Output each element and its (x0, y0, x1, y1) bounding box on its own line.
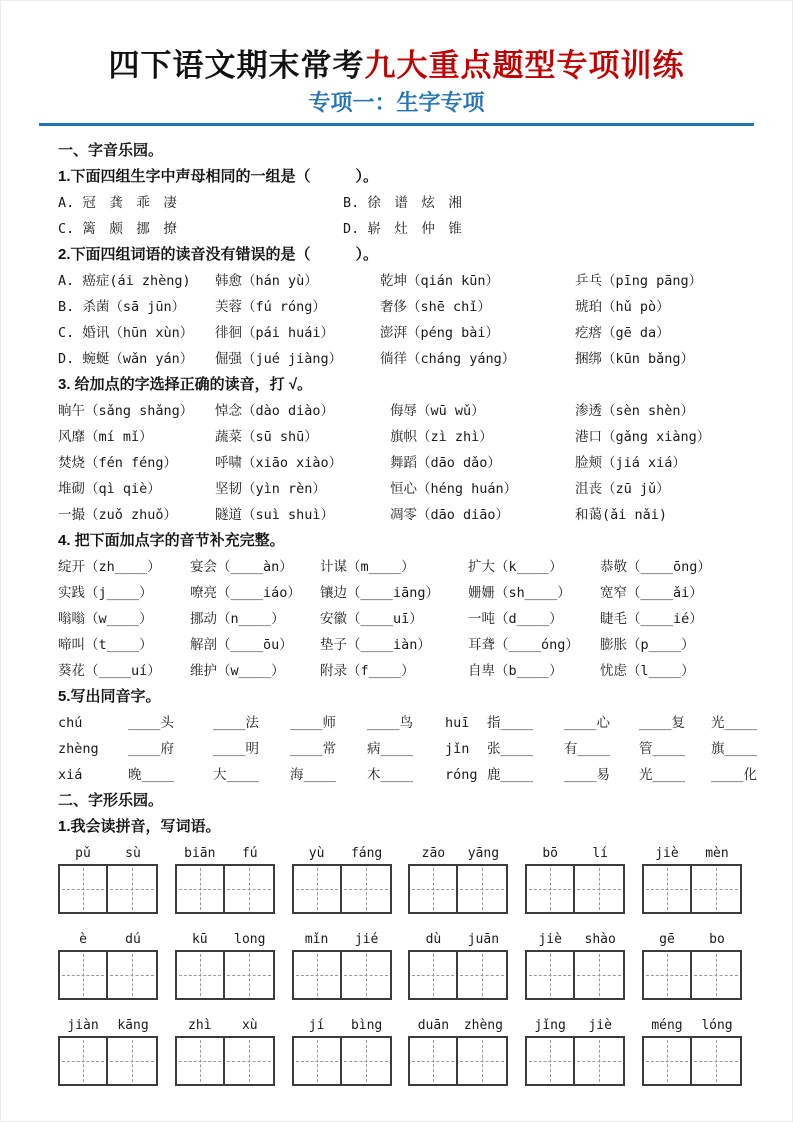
writing-cells (642, 1036, 742, 1086)
pinyin-syllable: méng (651, 1018, 683, 1033)
pinyin-syllable: duān (417, 1018, 450, 1033)
pinyin-word-box (642, 1016, 742, 1086)
q1-option-d: D. 崭 灶 仲 锥 (343, 221, 462, 237)
pinyin-word-box (642, 930, 742, 1000)
pinyin-syllable: juān (467, 932, 500, 947)
q4-item: 膨胀（p____） (600, 637, 695, 653)
writing-cells (175, 950, 275, 1000)
writing-cell (175, 1036, 225, 1086)
pinyin-word-box (292, 844, 392, 914)
page-title (31, 47, 762, 85)
q5-row (58, 762, 758, 788)
pinyin-pair (525, 930, 625, 950)
q3-item: 隧道（suì shuì） (215, 507, 335, 523)
q5-item: ____师 (290, 715, 337, 731)
writing-cell (458, 864, 508, 914)
q5-item: ____法 (213, 715, 260, 731)
q4-item: 计谋（m____） (320, 559, 415, 575)
q3-row (58, 424, 742, 450)
pinyin-pair (292, 844, 392, 864)
q5-item: 病____ (367, 741, 414, 757)
writing-cells (292, 864, 392, 914)
s2-q1-prompt: 1.我会读拼音，写词语。 (58, 818, 221, 835)
q3-item: 坚韧（yìn rèn） (215, 481, 326, 497)
pinyin-pair (408, 1016, 508, 1036)
q5-item: ____头 (128, 715, 175, 731)
q5-item: 旗____ (711, 741, 758, 757)
writing-cell (292, 950, 342, 1000)
writing-cells (525, 950, 625, 1000)
q3-item: 一撮（zuǒ zhuǒ） (58, 507, 178, 523)
pinyin-syllable: biān (184, 846, 216, 861)
pinyin-syllable: bō (542, 846, 559, 861)
writing-cell (175, 950, 225, 1000)
q3-row (58, 398, 742, 424)
pinyin-pair (292, 1016, 392, 1036)
pinyin-syllable: yāng (467, 846, 500, 861)
writing-row (58, 844, 742, 914)
writing-row (58, 930, 742, 1000)
pinyin-syllable: jiè (655, 846, 679, 861)
page-title-black: 四下语文期末常考 (108, 48, 365, 83)
pinyin-word-box (58, 844, 158, 914)
q4-item: 镶边（____iāng） (320, 585, 440, 601)
pinyin-syllable: xù (241, 1018, 258, 1033)
pinyin-pair (642, 1016, 742, 1036)
pinyin-syllable: dù (425, 932, 442, 947)
q2-row-a (58, 268, 742, 294)
q3-item: 舞蹈（dāo dǎo） (390, 455, 501, 471)
q3-row (58, 476, 742, 502)
pinyin-syllable: jǐng (534, 1018, 566, 1033)
q3-item: 晌午（sǎng shǎng） (58, 403, 194, 419)
q4-item: 耳聋（____óng） (468, 637, 579, 653)
pinyin-syllable: sù (125, 846, 141, 861)
q3-item: 焚烧（fén féng） (58, 455, 178, 471)
q3-row (58, 450, 742, 476)
q2-item: 徜徉（cháng yáng） (380, 351, 516, 367)
q2-item: C. 婚讯（hūn xùn） (58, 325, 194, 341)
writing-cell (108, 950, 158, 1000)
pinyin-word-box (292, 930, 392, 1000)
q3-item: 沮丧（zū jǔ） (575, 481, 670, 497)
pinyin-pair (58, 1016, 158, 1036)
writing-cell (58, 864, 108, 914)
writing-cells (525, 1036, 625, 1086)
pinyin-syllable: fú (241, 846, 258, 861)
q4-item: 绽开（zh____） (58, 559, 161, 575)
q1-option-c: C. 篱 颇 挪 撩 (58, 221, 177, 237)
q4-item: 自卑（b____） (468, 663, 563, 679)
pinyin-word-box (292, 1016, 392, 1086)
q3-item: 渗透（sèn shèn） (575, 403, 695, 419)
pinyin-label: jǐn (445, 741, 470, 757)
pinyin-word-box (175, 1016, 275, 1086)
pinyin-word-box (175, 930, 275, 1000)
q5-item: ____复 (639, 715, 686, 731)
q2-item: 倔强（jué jiàng） (215, 351, 343, 367)
q2-row-b (58, 294, 742, 320)
q4-row (58, 580, 742, 606)
pinyin-writing-section (58, 844, 742, 1086)
pinyin-word-box (525, 1016, 625, 1086)
q4-item: 扩大（k____） (468, 559, 563, 575)
q2-row-c (58, 320, 742, 346)
q4-item: 解剖（____ōu） (190, 637, 293, 653)
q1-prompt: 1.下面四组生字中声母相同的一组是（ ）。 (58, 168, 379, 185)
q2-item: 疙瘩（gē da） (575, 325, 670, 341)
writing-cells (58, 950, 158, 1000)
q3-item: 蔬菜（sū shū） (215, 429, 318, 445)
q5-item: 指____ (487, 715, 534, 731)
pinyin-word-box (408, 930, 508, 1000)
q4-item: 安徽（____uī） (320, 611, 423, 627)
pinyin-label: róng (445, 767, 478, 783)
q5-row (58, 736, 758, 762)
q4-item: 嗡嗡（w____） (58, 611, 153, 627)
writing-cells (58, 1036, 158, 1086)
writing-cells (642, 950, 742, 1000)
q4-row (58, 606, 742, 632)
writing-cells (642, 864, 742, 914)
q2-item: 澎湃（péng bài） (380, 325, 500, 341)
pinyin-label: zhèng (58, 741, 99, 757)
q5-item: ____易 (564, 767, 611, 783)
q5-item: 光____ (639, 767, 686, 783)
q4-item: 挪动（n____） (190, 611, 285, 627)
pinyin-pair (58, 844, 158, 864)
q5-row (58, 710, 758, 736)
writing-cell (575, 1036, 625, 1086)
q3-prompt: 3. 给加点的字选择正确的读音，打 √。 (58, 376, 313, 393)
pinyin-syllable: jiè (538, 932, 562, 947)
pinyin-syllable: yù (308, 846, 325, 861)
pinyin-syllable: lóng (701, 1018, 733, 1033)
writing-cell (408, 1036, 458, 1086)
writing-cell (225, 950, 275, 1000)
q4-item: 宴会（____àn） (190, 559, 293, 575)
pinyin-syllable: lí (592, 846, 609, 861)
writing-cell (225, 864, 275, 914)
writing-cell (342, 950, 392, 1000)
writing-cell (692, 950, 742, 1000)
writing-cell (525, 864, 575, 914)
q2-item: 琥珀（hǔ pò） (575, 299, 670, 315)
writing-cell (525, 950, 575, 1000)
writing-cell (642, 864, 692, 914)
writing-cells (525, 864, 625, 914)
pinyin-syllable: jiè (588, 1018, 612, 1033)
writing-cell (175, 864, 225, 914)
q3-item: 悼念（dào diào） (215, 403, 335, 419)
pinyin-pair (408, 930, 508, 950)
pinyin-syllable: jí (308, 1018, 325, 1033)
pinyin-pair (175, 1016, 275, 1036)
pinyin-word-box (525, 930, 625, 1000)
q3-item: 侮辱（wū wǔ） (390, 403, 485, 419)
q4-row (58, 554, 742, 580)
q2-item: 奢侈（shē chǐ） (380, 299, 491, 315)
writing-cell (292, 1036, 342, 1086)
q3-item: 港口（gǎng xiàng） (575, 429, 711, 445)
q4-item: 姗姗（sh____） (468, 585, 571, 601)
q2-item: 徘徊（pái huái） (215, 325, 335, 341)
writing-cell (58, 950, 108, 1000)
pinyin-pair (642, 844, 742, 864)
writing-cell (525, 1036, 575, 1086)
pinyin-pair (525, 844, 625, 864)
writing-cells (292, 1036, 392, 1086)
q4-item: 睫毛（____ié） (600, 611, 703, 627)
q5-item: ____府 (128, 741, 175, 757)
pinyin-pair (175, 930, 275, 950)
pinyin-syllable: kū (191, 932, 208, 947)
writing-cell (692, 864, 742, 914)
q4-row (58, 658, 742, 684)
pinyin-pair (58, 930, 158, 950)
q4-item: 葵花（____uí） (58, 663, 161, 679)
pinyin-syllable: jié (354, 932, 379, 947)
pinyin-syllable: pǔ (75, 846, 91, 861)
q2-item: 捆绑（kūn bǎng） (575, 351, 695, 367)
pinyin-pair (642, 930, 742, 950)
q2-item: 乒乓（pīng pāng） (575, 273, 703, 289)
q4-item: 宽窄（____ǎi） (600, 585, 703, 601)
q3-item: 堆砌（qì qiè） (58, 481, 161, 497)
worksheet-content (1, 134, 792, 1086)
q1-options (58, 190, 742, 242)
q4-row (58, 632, 742, 658)
pinyin-syllable: bo (709, 932, 725, 947)
q5-item: 海____ (290, 767, 337, 783)
pinyin-syllable: fáng (350, 846, 383, 861)
writing-cells (58, 864, 158, 914)
pinyin-syllable: jiàn (67, 1018, 99, 1033)
pinyin-syllable: zhèng (463, 1018, 503, 1033)
q5-item: 晚____ (128, 767, 175, 783)
pinyin-syllable: è (79, 932, 87, 947)
q2-item: D. 蜿蜒（wǎn yán） (58, 351, 194, 367)
q4-item: 垫子（____iàn） (320, 637, 431, 653)
writing-cell (292, 864, 342, 914)
q5-item: ____常 (290, 741, 337, 757)
pinyin-syllable: kāng (117, 1018, 149, 1033)
pinyin-word-box (58, 1016, 158, 1086)
pinyin-syllable: bìng (350, 1018, 383, 1033)
pinyin-syllable: dú (125, 932, 141, 947)
q5-item: ____心 (564, 715, 611, 731)
pinyin-label: xiá (58, 767, 83, 783)
q1-option-a: A. 冠 龚 乖 凄 (58, 195, 177, 211)
q5-prompt: 5.写出同音字。 (58, 688, 161, 705)
q1-option-b: B. 徐 谱 炫 湘 (343, 195, 462, 211)
pinyin-pair (408, 844, 508, 864)
q4-item: 恭敬（____ōng） (600, 559, 711, 575)
q5-item: 管____ (639, 741, 686, 757)
divider-rule (39, 123, 754, 126)
q3-item: 和蔼(ǎi nǎi) (575, 507, 668, 523)
pinyin-word-box (408, 1016, 508, 1086)
writing-cell (342, 864, 392, 914)
writing-cell (408, 864, 458, 914)
pinyin-word-box (58, 930, 158, 1000)
q5-item: ____明 (213, 741, 260, 757)
pinyin-word-box (642, 844, 742, 914)
pinyin-syllable: mèn (705, 846, 729, 861)
pinyin-syllable: mǐn (304, 932, 329, 947)
q4-prompt: 4. 把下面加点字的音节补充完整。 (58, 532, 285, 549)
q4-item: 嘹亮（____iáo） (190, 585, 301, 601)
pinyin-pair (175, 844, 275, 864)
q5-item: 木____ (367, 767, 414, 783)
q3-item: 凋零（dāo diāo） (390, 507, 510, 523)
writing-cell (108, 864, 158, 914)
pinyin-syllable: shào (584, 932, 616, 947)
writing-cell (408, 950, 458, 1000)
q5-item: 光____ (711, 715, 758, 731)
q2-item: 乾坤（qián kūn） (380, 273, 500, 289)
q2-item: B. 杀菌（sā jūn） (58, 299, 186, 315)
pinyin-syllable: long (234, 932, 266, 947)
q5-item: 大____ (213, 767, 260, 783)
q3-item: 旗帜（zì zhì） (390, 429, 493, 445)
pinyin-word-box (525, 844, 625, 914)
writing-cells (175, 1036, 275, 1086)
pinyin-word-box (408, 844, 508, 914)
writing-cells (408, 1036, 508, 1086)
q3-row (58, 502, 742, 528)
q2-item: 芙蓉（fú róng） (215, 299, 326, 315)
pinyin-word-box (175, 844, 275, 914)
pinyin-pair (292, 930, 392, 950)
pinyin-label: chú (58, 715, 83, 731)
writing-cells (175, 864, 275, 914)
q3-item: 风靡（mí mǐ） (58, 429, 153, 445)
writing-cell (108, 1036, 158, 1086)
writing-cell (642, 1036, 692, 1086)
section2-heading: 二、字形乐园。 (58, 792, 164, 809)
writing-cell (342, 1036, 392, 1086)
section1-heading: 一、字音乐园。 (58, 142, 164, 159)
writing-cell (642, 950, 692, 1000)
q2-prompt: 2.下面四组词语的读音没有错误的是（ ）。 (58, 246, 379, 263)
pinyin-label: huī (445, 715, 470, 731)
pinyin-syllable: zāo (421, 846, 446, 861)
q5-item: 有____ (564, 741, 611, 757)
q4-item: 啼叫（t____） (58, 637, 153, 653)
pinyin-pair (525, 1016, 625, 1036)
writing-cells (408, 950, 508, 1000)
q2-row-d (58, 346, 742, 372)
writing-cells (408, 864, 508, 914)
writing-cells (292, 950, 392, 1000)
q5-item: 张____ (487, 741, 534, 757)
q4-item: 维护（w____） (190, 663, 285, 679)
page-title-red: 九大重点题型专项训练 (364, 48, 685, 83)
q5-item: 鹿____ (487, 767, 534, 783)
writing-cell (575, 864, 625, 914)
section-subtitle: 专项一：生字专项 (308, 90, 485, 115)
q4-item: 忧虑（l____） (600, 663, 695, 679)
q5-item: ____鸟 (367, 715, 414, 731)
writing-cell (692, 1036, 742, 1086)
q3-item: 脸颊（jiá xiá） (575, 455, 686, 471)
q4-item: 一吨（d____） (468, 611, 563, 627)
q2-item: 韩愈（hán yù） (215, 273, 318, 289)
writing-cell (225, 1036, 275, 1086)
q4-item: 附录（f____） (320, 663, 415, 679)
q5-item: ____化 (711, 767, 758, 783)
q3-item: 恒心（héng huán） (390, 481, 518, 497)
q3-item: 呼啸（xiāo xiào） (215, 455, 343, 471)
writing-row (58, 1016, 742, 1086)
writing-cell (458, 950, 508, 1000)
pinyin-syllable: gē (659, 932, 675, 947)
pinyin-syllable: zhì (188, 1018, 212, 1033)
writing-cell (575, 950, 625, 1000)
q2-item: A. 癌症(ái zhèng) (58, 273, 191, 289)
writing-cell (58, 1036, 108, 1086)
writing-cell (458, 1036, 508, 1086)
q4-item: 实践（j____） (58, 585, 153, 601)
